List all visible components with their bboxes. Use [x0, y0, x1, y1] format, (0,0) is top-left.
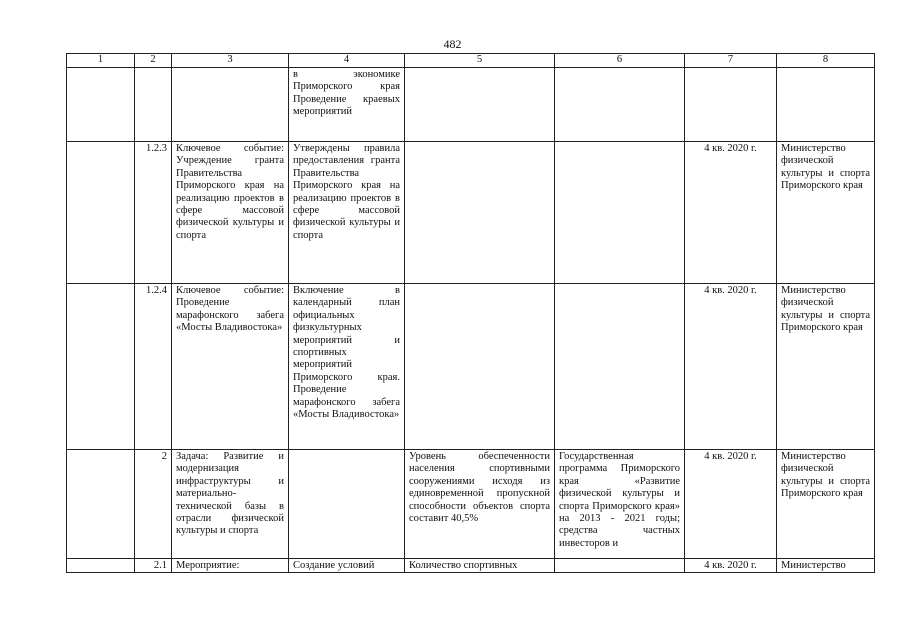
- column-header: 1: [67, 54, 135, 68]
- cell-item-number: [135, 68, 172, 142]
- cell-col1: [67, 284, 135, 450]
- cell-col1: [67, 559, 135, 573]
- cell-col1: [67, 450, 135, 559]
- cell-source: Государственная программа Приморского края «Развитие физической культуры и спорта Приморского края» на 2013 - 2021 годы; средства частных инвесторов и: [555, 450, 685, 559]
- cell-indicator: [405, 284, 555, 450]
- plan-table: [66, 53, 875, 573]
- cell-deadline: 4 кв. 2020 г.: [685, 284, 777, 450]
- page-number: 482: [443, 37, 462, 51]
- cell-indicator: [405, 68, 555, 142]
- table-row: [67, 450, 875, 559]
- cell-deadline: 4 кв. 2020 г.: [685, 142, 777, 284]
- cell-event: Ключевое событие: Проведение марафонского забега «Мосты Владивостока»: [172, 284, 289, 450]
- column-header: 2: [135, 54, 172, 68]
- cell-source: [555, 559, 685, 573]
- cell-result: в экономике Приморского края Проведение краевых мероприятий: [289, 68, 405, 142]
- cell-responsible: Министерство физической культуры и спорта Приморского края: [777, 450, 875, 559]
- cell-result: Включение в календарный план официальных физкультурных мероприятий и спортивных мероприятий Приморского края. Проведение марафонского забега «Мосты Владивостока»: [289, 284, 405, 450]
- cell-event: Мероприятие:: [172, 559, 289, 573]
- cell-source: [555, 68, 685, 142]
- cell-result: [289, 450, 405, 559]
- cell-event: Ключевое событие: Учреждение гранта Правительства Приморского края на реализацию проектов в сфере массовой физической культуры и спорта: [172, 142, 289, 284]
- cell-item-number: 1.2.4: [135, 284, 172, 450]
- cell-item-number: 1.2.3: [135, 142, 172, 284]
- cell-col1: [67, 68, 135, 142]
- column-header: 5: [405, 54, 555, 68]
- cell-responsible: Министерство физической культуры и спорта Приморского края: [777, 142, 875, 284]
- column-header: 6: [555, 54, 685, 68]
- cell-item-number: 2.1: [135, 559, 172, 573]
- cell-indicator: Уровень обеспеченности населения спортивными сооружениями исходя из единовременной пропускной способности объектов спорта составит 40,5%: [405, 450, 555, 559]
- cell-source: [555, 142, 685, 284]
- cell-source: [555, 284, 685, 450]
- column-header: 4: [289, 54, 405, 68]
- cell-responsible: [777, 68, 875, 142]
- cell-indicator: Количество спортивных: [405, 559, 555, 573]
- cell-result: Создание условий: [289, 559, 405, 573]
- column-header: 7: [685, 54, 777, 68]
- table-row: [67, 559, 875, 573]
- cell-item-number: 2: [135, 450, 172, 559]
- cell-deadline: 4 кв. 2020 г.: [685, 559, 777, 573]
- cell-responsible: Министерство физической культуры и спорта Приморского края: [777, 284, 875, 450]
- cell-result: Утверждены правила предоставления гранта Правительства Приморского края на реализацию проектов в сфере массовой физической культуры и спорта: [289, 142, 405, 284]
- cell-col1: [67, 142, 135, 284]
- cell-deadline: [685, 68, 777, 142]
- cell-event: [172, 68, 289, 142]
- cell-indicator: [405, 142, 555, 284]
- cell-event: Задача: Развитие и модернизация инфраструктуры и материально-технической базы в отрасли физической культуры и спорта: [172, 450, 289, 559]
- column-number-header-row: [67, 54, 875, 68]
- table-row: [67, 142, 875, 284]
- table-row: [67, 284, 875, 450]
- table-row: [67, 68, 875, 142]
- cell-deadline: 4 кв. 2020 г.: [685, 450, 777, 559]
- column-header: 8: [777, 54, 875, 68]
- column-header: 3: [172, 54, 289, 68]
- cell-responsible: Министерство: [777, 559, 875, 573]
